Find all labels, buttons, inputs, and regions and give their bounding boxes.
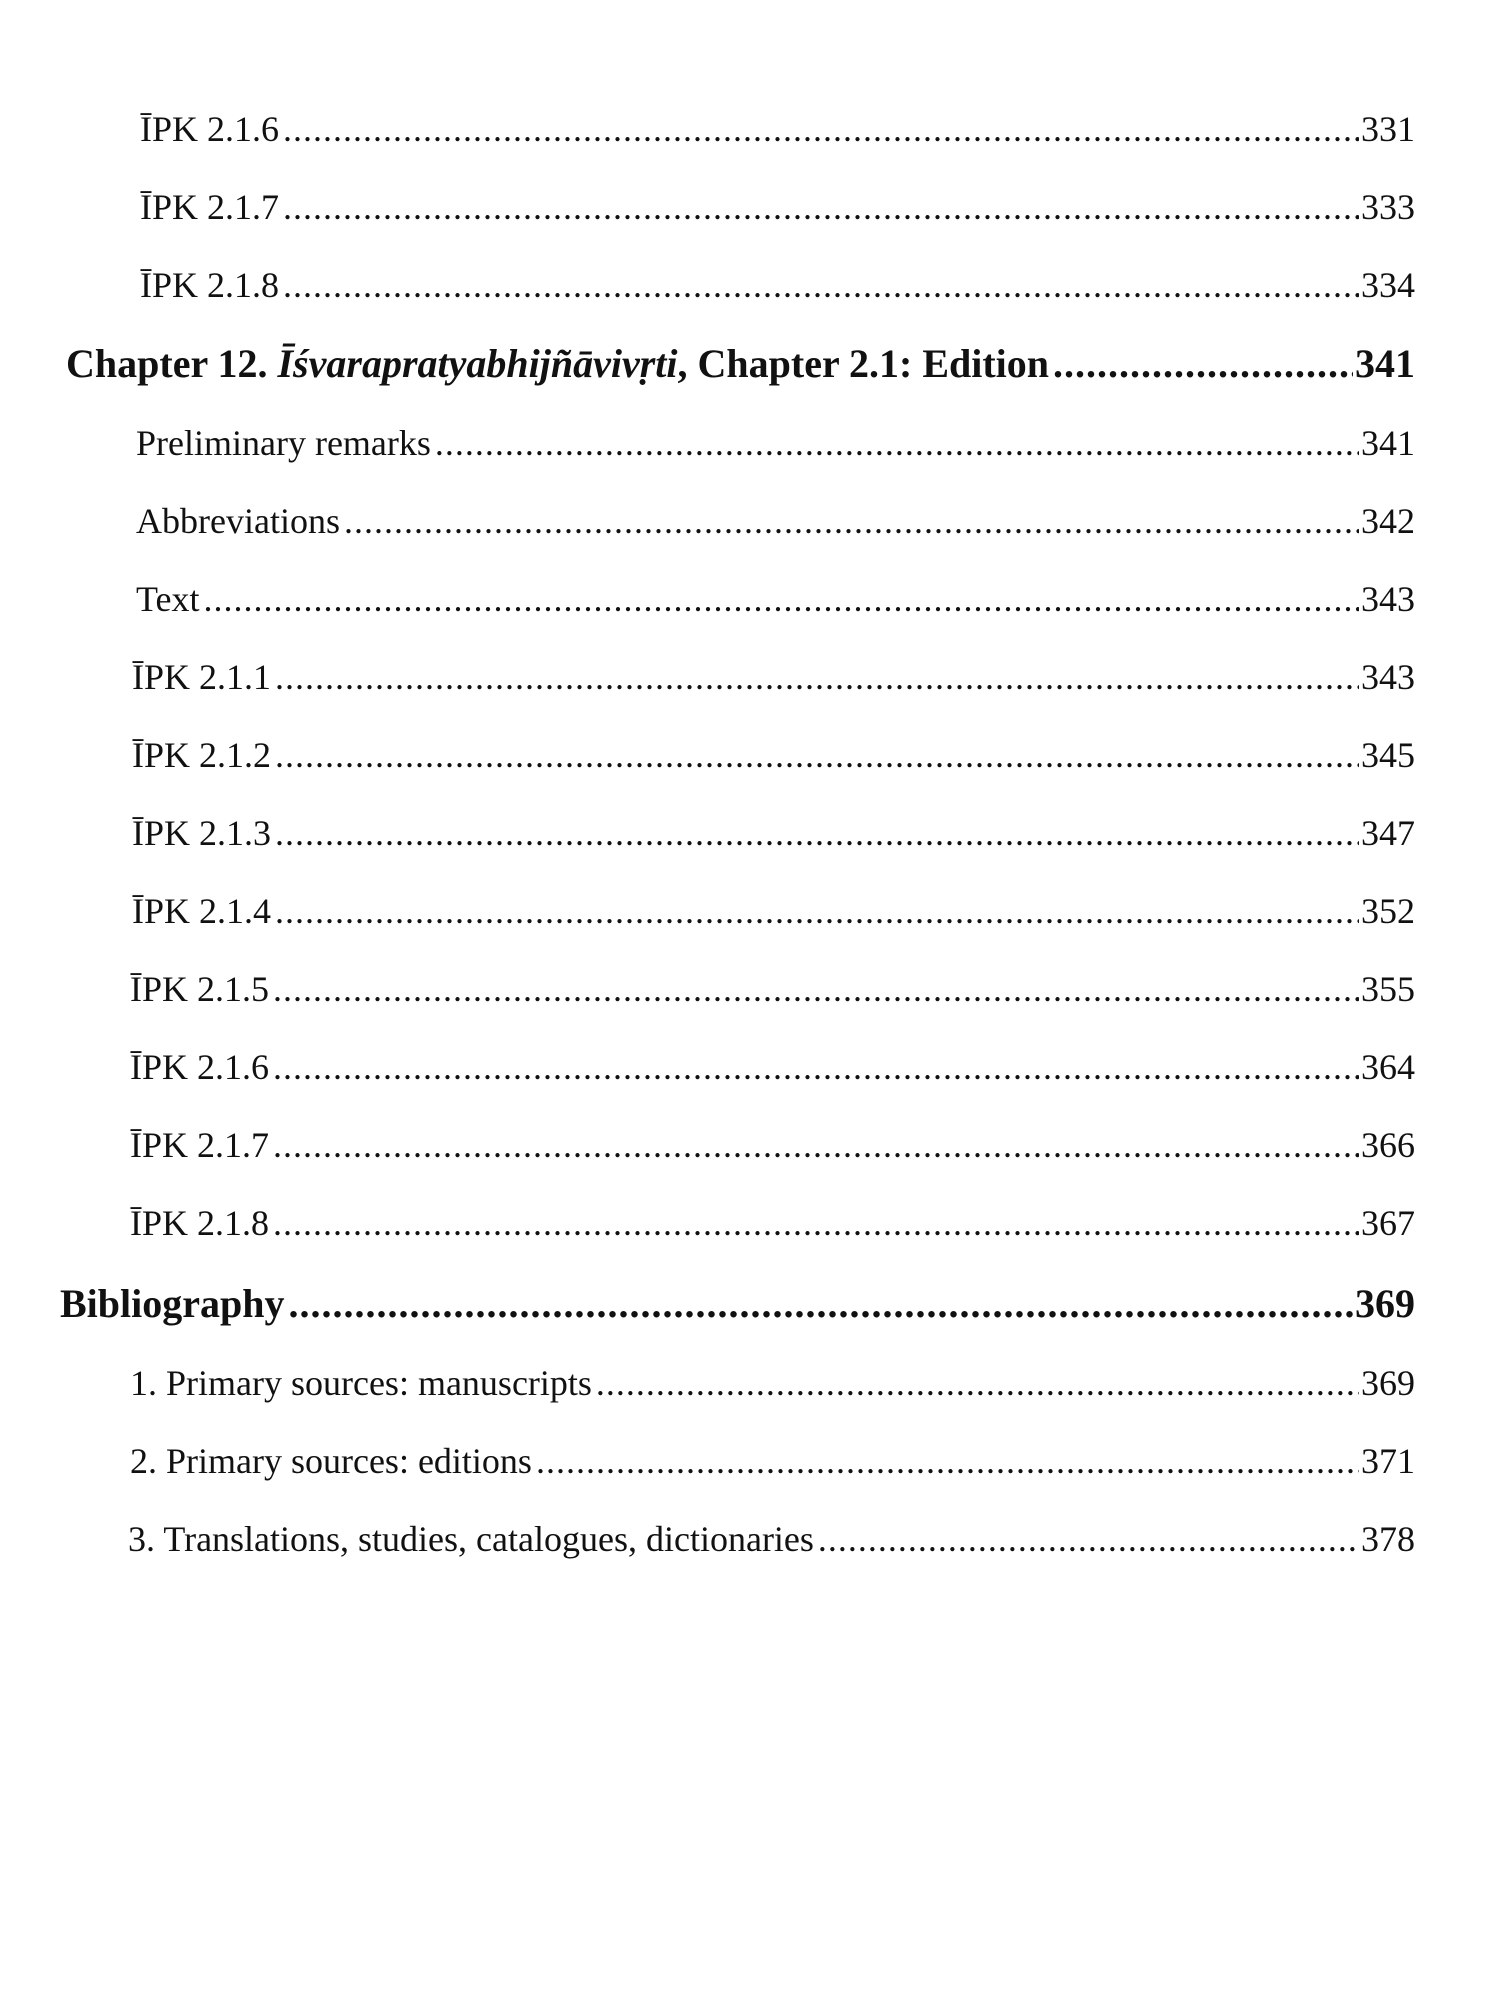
toc-entry-label: ĪPK 2.1.8 (130, 1203, 270, 1243)
toc-entry-label: ĪPK 2.1.7 (130, 1125, 270, 1165)
toc-entry-page: 345 (1361, 735, 1415, 775)
toc-entry-label (66, 340, 1049, 387)
toc-leader-dots (273, 1124, 1359, 1166)
chapter-prefix: Chapter 12. (66, 341, 278, 386)
toc-entry-page: 364 (1361, 1047, 1415, 1087)
toc-leader-dots (273, 1046, 1359, 1088)
toc-entry-ipk-2-1-6-text (130, 1046, 1415, 1088)
toc-entry-page: 366 (1361, 1125, 1415, 1165)
toc-entry-ipk-2-1-7 (140, 186, 1415, 228)
toc-entry-label: Preliminary remarks (136, 423, 431, 463)
toc-entry-page: 343 (1361, 579, 1415, 619)
toc-entry-page: 343 (1361, 657, 1415, 697)
toc-entry-label: Bibliography (60, 1281, 285, 1326)
toc-entry-page: 342 (1361, 501, 1415, 541)
toc-entry-ipk-2-1-6 (140, 108, 1415, 150)
toc-leader-dots (596, 1362, 1359, 1404)
toc-entry-label: ĪPK 2.1.6 (130, 1047, 270, 1087)
toc-entry-page: 331 (1361, 109, 1415, 149)
toc-entry-page: 341 (1355, 341, 1415, 386)
toc-entry-ipk-2-1-1 (132, 656, 1415, 698)
toc-entry-ipk-2-1-4 (132, 890, 1415, 932)
toc-entry-page: 367 (1361, 1203, 1415, 1243)
toc-entry-label: 1. Primary sources: manuscripts (130, 1363, 592, 1403)
toc-entry-page: 369 (1355, 1281, 1415, 1326)
toc-leader-dots (203, 578, 1359, 620)
toc-entry-preliminary-remarks (136, 422, 1415, 464)
toc-entry-label: ĪPK 2.1.4 (132, 891, 272, 931)
toc-leader-dots (275, 890, 1359, 932)
toc-entry-label: ĪPK 2.1.7 (140, 187, 280, 227)
toc-entry-ipk-2-1-3 (132, 812, 1415, 854)
toc-entry-page: 334 (1361, 265, 1415, 305)
toc-entry-label: ĪPK 2.1.5 (130, 969, 270, 1009)
toc-entry-primary-sources-editions (130, 1440, 1415, 1482)
toc-entry-ipk-2-1-7-text (130, 1124, 1415, 1166)
toc-entry-ipk-2-1-2 (132, 734, 1415, 776)
toc-leader-dots (283, 108, 1359, 150)
toc-leader-dots (344, 500, 1359, 542)
toc-leader-dots (289, 1280, 1353, 1327)
toc-entry-page: 369 (1361, 1363, 1415, 1403)
toc-entry-label: Text (136, 579, 200, 619)
toc-chapter-12 (66, 340, 1415, 387)
chapter-suffix: , Chapter 2.1: Edition (677, 341, 1050, 386)
toc-entry-text (136, 578, 1415, 620)
toc-entry-label: ĪPK 2.1.2 (132, 735, 272, 775)
toc-bibliography (60, 1280, 1415, 1327)
toc-entry-label: ĪPK 2.1.3 (132, 813, 272, 853)
toc-entry-page: 352 (1361, 891, 1415, 931)
toc-entry-page: 341 (1361, 423, 1415, 463)
toc-leader-dots (818, 1518, 1359, 1560)
toc-entry-ipk-2-1-8-text (130, 1202, 1415, 1244)
toc-entry-ipk-2-1-5 (130, 968, 1415, 1010)
toc-entry-label: ĪPK 2.1.8 (140, 265, 280, 305)
toc-leader-dots (273, 968, 1359, 1010)
toc-entry-primary-sources-manuscripts (130, 1362, 1415, 1404)
chapter-title-italic: Īśvarapratyabhijñāvivṛti (277, 341, 678, 386)
toc-entry-translations-studies (128, 1518, 1415, 1560)
toc-entry-ipk-2-1-8 (140, 264, 1415, 306)
toc-leader-dots (283, 186, 1359, 228)
toc-entry-label: Abbreviations (136, 501, 340, 541)
toc-leader-dots (283, 264, 1359, 306)
toc-entry-page: 333 (1361, 187, 1415, 227)
toc-leader-dots (275, 812, 1359, 854)
toc-leader-dots (435, 422, 1359, 464)
toc-leader-dots (275, 656, 1359, 698)
toc-leader-dots (275, 734, 1359, 776)
toc-entry-label: 3. Translations, studies, catalogues, dictionaries (128, 1519, 814, 1559)
toc-entry-label: 2. Primary sources: editions (130, 1441, 532, 1481)
toc-leader-dots (1053, 340, 1353, 387)
toc-leader-dots (273, 1202, 1359, 1244)
toc-leader-dots (536, 1440, 1359, 1482)
toc-entry-page: 347 (1361, 813, 1415, 853)
toc-entry-abbreviations (136, 500, 1415, 542)
toc-entry-label: ĪPK 2.1.6 (140, 109, 280, 149)
toc-entry-page: 355 (1361, 969, 1415, 1009)
toc-entry-page: 378 (1361, 1519, 1415, 1559)
toc-entry-label: ĪPK 2.1.1 (132, 657, 272, 697)
toc-entry-page: 371 (1361, 1441, 1415, 1481)
